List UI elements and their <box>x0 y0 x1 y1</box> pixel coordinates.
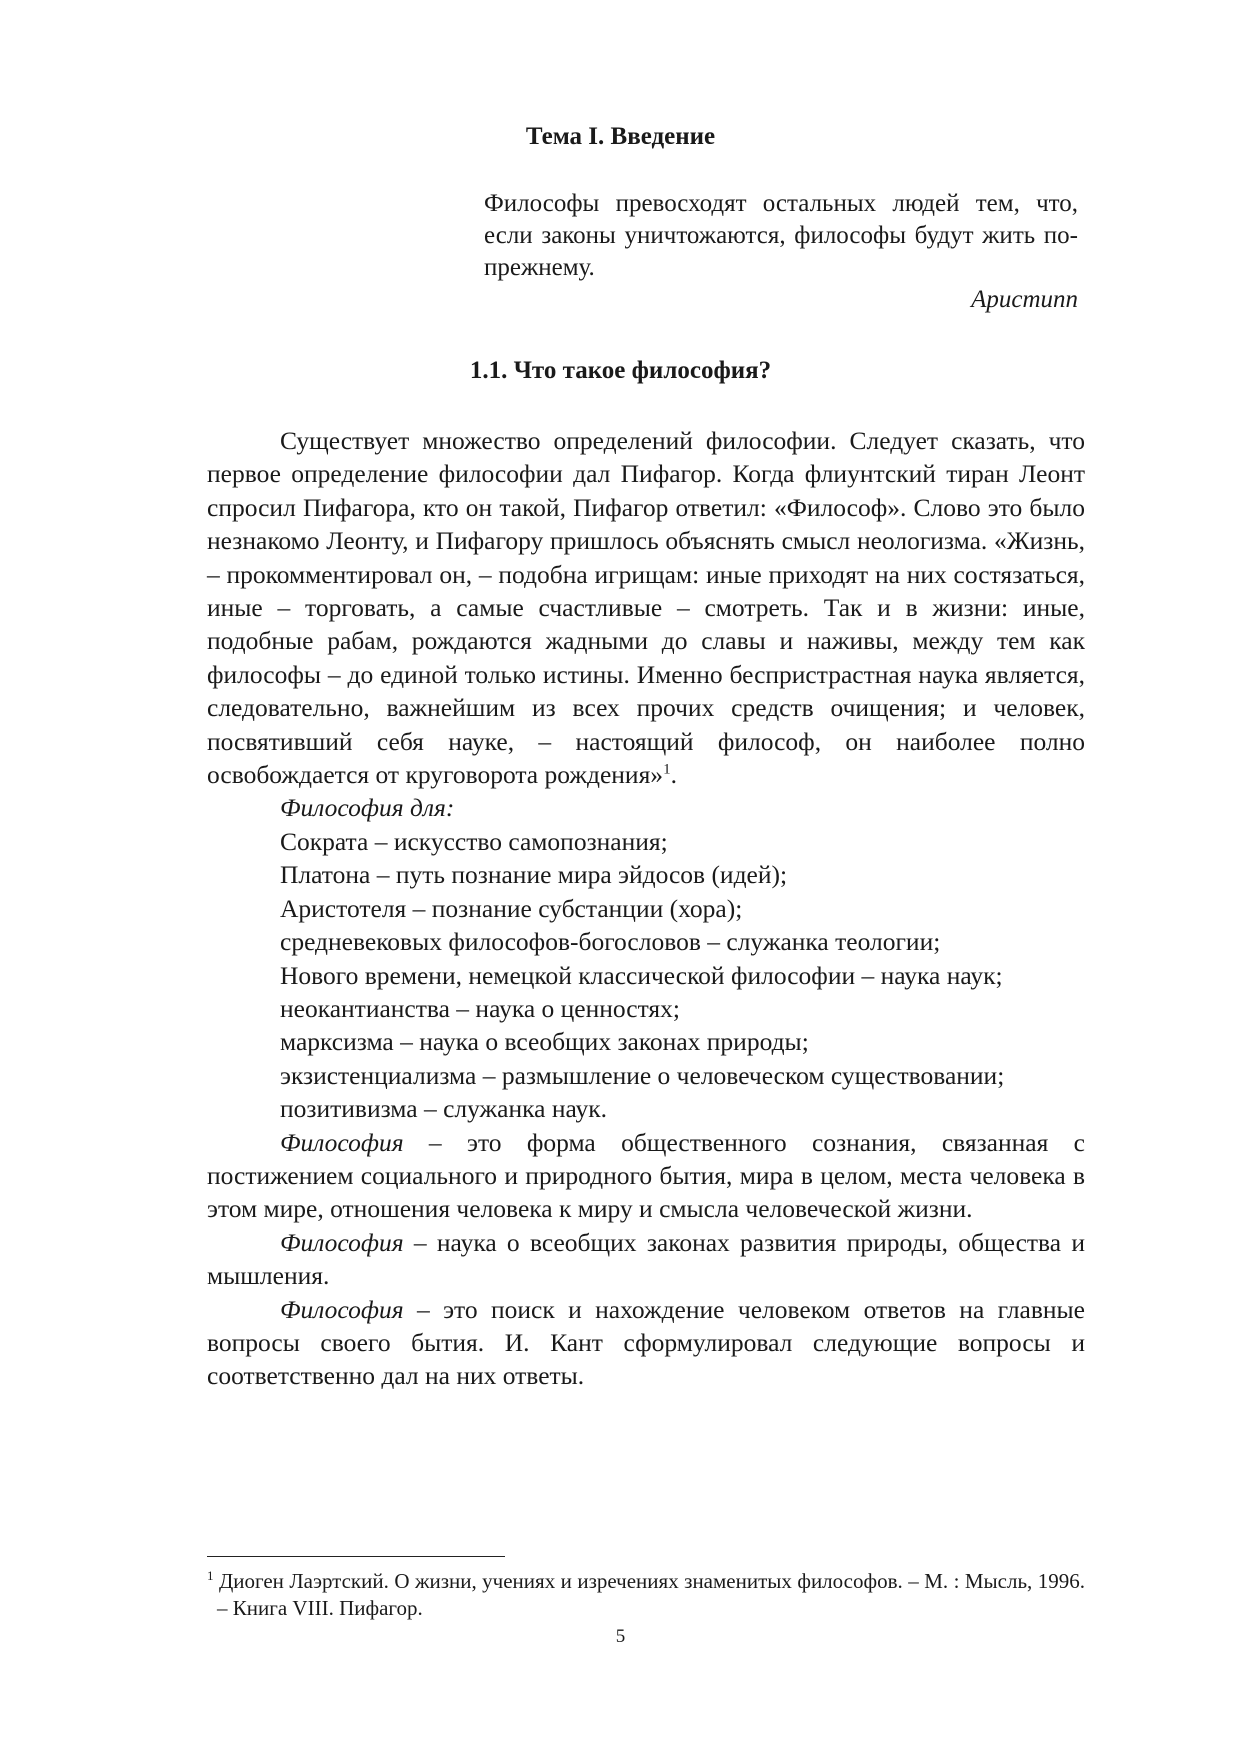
definition-text: – это форма общественного сознания, связанная с постижением социального и природного бытия, мира в целом, места человека в этом мире, отношения человека к миру и смысла человеческой жизни. <box>207 1127 1085 1224</box>
definition-term: Философия <box>280 1294 404 1324</box>
section-title: 1.1. Что такое философия? <box>469 357 772 384</box>
footnote <box>207 1568 1085 1622</box>
definition-paragraph <box>207 1226 1085 1293</box>
epigraph <box>484 188 1078 316</box>
footnote-separator <box>207 1556 505 1557</box>
list-item: марксизма – наука о всеобщих законах природы; <box>280 1027 809 1057</box>
footnote-entry <box>207 1568 1085 1622</box>
footnote-text: Диоген Лаэртский. О жизни, учениях и изречениях знаменитых философов. – М. : Мысль, 1996. – Книга VIII. Пифагор. <box>213 1569 1085 1620</box>
definition-text: – наука о всеобщих законах развития природы, общества и мышления. <box>207 1227 1085 1291</box>
list-item: неокантианства – наука о ценностях; <box>280 993 680 1023</box>
paragraph-intro <box>207 424 1085 791</box>
list-item: Аристотеля – познание субстанции (хора); <box>280 893 743 923</box>
paragraph-intro-end: . <box>670 760 677 790</box>
list-item: средневековых философов-богословов – служанка теологии; <box>280 927 941 957</box>
list-item: позитивизма – служанка наук. <box>280 1094 608 1124</box>
list-item: Сократа – искусство самопознания; <box>280 826 668 856</box>
footnote-reference: 1 <box>663 761 671 778</box>
list-item: Платона – путь познание мира эйдосов (идей); <box>280 860 788 890</box>
definition-paragraph <box>207 1293 1085 1393</box>
body-text <box>207 424 1085 1393</box>
definition-text: – это поиск и нахождение человеком ответов на главные вопросы своего бытия. И. Кант сформулировал следующие вопросы и соответственно дал на них ответы. <box>207 1294 1085 1391</box>
definition-term: Философия <box>280 1127 404 1157</box>
list-item: Нового времени, немецкой классической философии – наука наук; <box>280 960 1003 990</box>
footnote-number: 1 <box>207 1568 214 1583</box>
definition-paragraph <box>207 1126 1085 1226</box>
paragraph-intro-text: Существует множество определений философии. Следует сказать, что первое определение философии дал Пифагор. Когда флиунтский тиран Леонт спросил Пифагора, кто он такой, Пифагор ответил: «Философ». Слово это было незнакомо Леонту, и Пифагору пришлось объяснять смысл неологизма. «Жизнь, – прокомментировал он, – подобна игрищам: иные приходят на них состязаться, иные – торговать, а самые счастливые – смотреть. Так и в жизни: иные, подобные рабам, рождаются жадными до славы и наживы, между тем как философы – до единой только истины. Именно беспристрастная наука является, следовательно, важнейшим из всех прочих средств очищения; и человек, посвятивший себя науке, – настоящий философ, он наиболее полно освобождается от круговорота рождения» <box>207 426 1085 790</box>
list-intro: Философия для: <box>280 793 455 823</box>
epigraph-text: Философы превосходят остальных людей тем, что, если законы уничтожаются, философы будут жить по-прежнему. <box>484 190 1078 281</box>
topic-title: Тема I. Введение <box>525 123 716 150</box>
epigraph-author: Аристипп <box>971 286 1078 313</box>
definition-term: Философия <box>280 1227 404 1257</box>
page-number: 5 <box>615 1626 626 1647</box>
list-item: экзистенциализма – размышление о человеческом существовании; <box>280 1060 1005 1090</box>
